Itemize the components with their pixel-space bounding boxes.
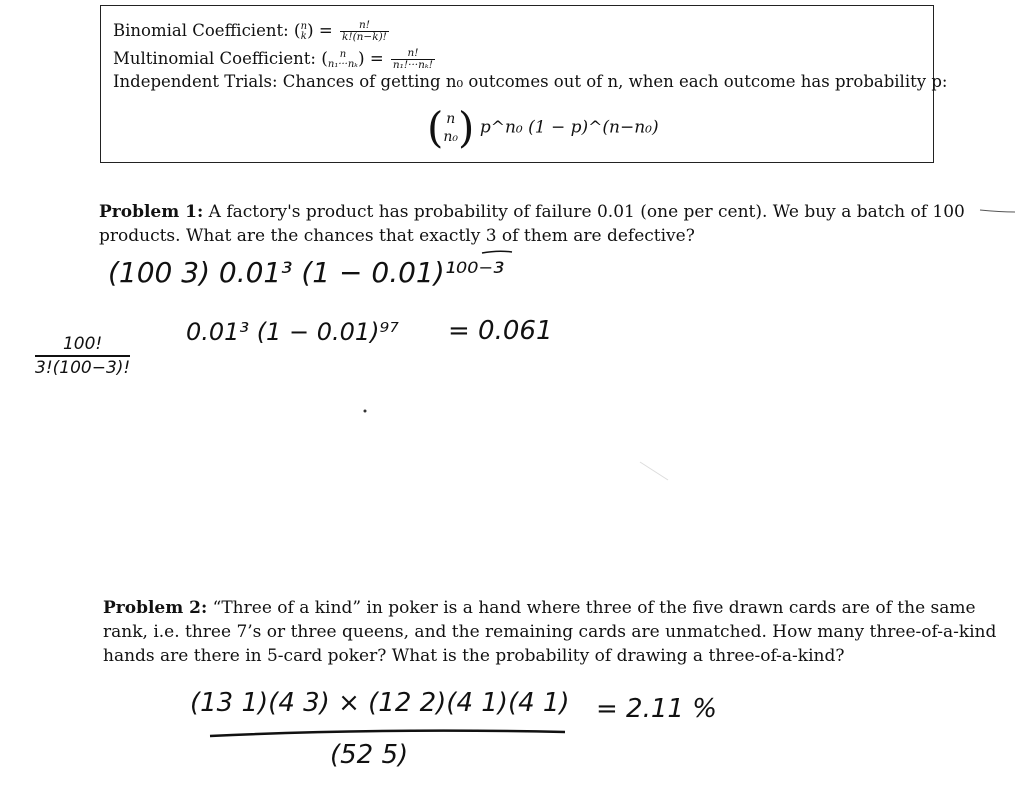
p2-numerator: (13 1)(4 3) × (12 2)(4 1)(4 1) bbox=[190, 688, 570, 718]
p2-denominator: (52 5) bbox=[330, 740, 409, 770]
multinomial-fraction: $\frac{n!}{\text{n₁!···nₖ!}}$ bbox=[392, 47, 433, 71]
multinomial-line: Multinomial Coefficient: ( n n₁···nₖ) = $\frac{n!}{\text{n₁!···nₖ!}}$ bbox=[113, 47, 433, 71]
ink-dot bbox=[364, 410, 367, 413]
p1-handwritten-line-1: (100 3) 0.01³ (1 − 0.01)¹⁰⁰⁻³ bbox=[108, 256, 505, 289]
problem-2-label: Problem 2: bbox=[103, 598, 208, 618]
binomial-label: Binomial Coefficient: bbox=[113, 21, 289, 40]
binomial-line: Binomial Coefficient: (n k) = $\frac{n!}{k!(n-k)!}$ bbox=[113, 19, 387, 43]
problem-1 bbox=[99, 200, 1019, 248]
binomial-fraction: $\frac{n!}{k!(n-k)!}$ bbox=[341, 19, 387, 43]
p2-fraction-bar bbox=[210, 731, 565, 736]
p1-handwritten-fraction: 100! 3!(100−3)! bbox=[35, 334, 131, 378]
problem-1-text: A factory's product has probability of failure 0.01 (one per cent). We buy a batch of 100 products. What are the chances that exactly 3 of them are defective? bbox=[99, 202, 965, 246]
independent-trials-line: Independent Trials: Chances of getting n₀ outcomes out of n, when each outcome has probability p: bbox=[113, 72, 948, 91]
faint-mark bbox=[640, 462, 668, 480]
multinomial-label: Multinomial Coefficient: bbox=[113, 49, 316, 68]
p1-result: = 0.061 bbox=[448, 316, 553, 346]
problem-2 bbox=[103, 596, 1003, 668]
p2-result: = 2.11 % bbox=[596, 694, 717, 724]
problem-1-label: Problem 1: bbox=[99, 202, 204, 222]
formula-box bbox=[100, 5, 948, 163]
underline-3 bbox=[482, 251, 512, 253]
problem-2-text: “Three of a kind” in poker is a hand where three of the five drawn cards are of the same rank, i.e. three 7’s or three queens, and the remaining cards are unmatched. How many three-of-a-kind hands are there in 5-card poker? What is the probability of drawing a three-of-a-kind? bbox=[103, 598, 997, 666]
independent-trials-formula: ( n n₀) p^n₀ (1 − p)^(n−n₀) bbox=[427, 103, 659, 152]
p1-handwritten-line-2: 0.01³ (1 − 0.01)⁹⁷ bbox=[186, 318, 399, 346]
